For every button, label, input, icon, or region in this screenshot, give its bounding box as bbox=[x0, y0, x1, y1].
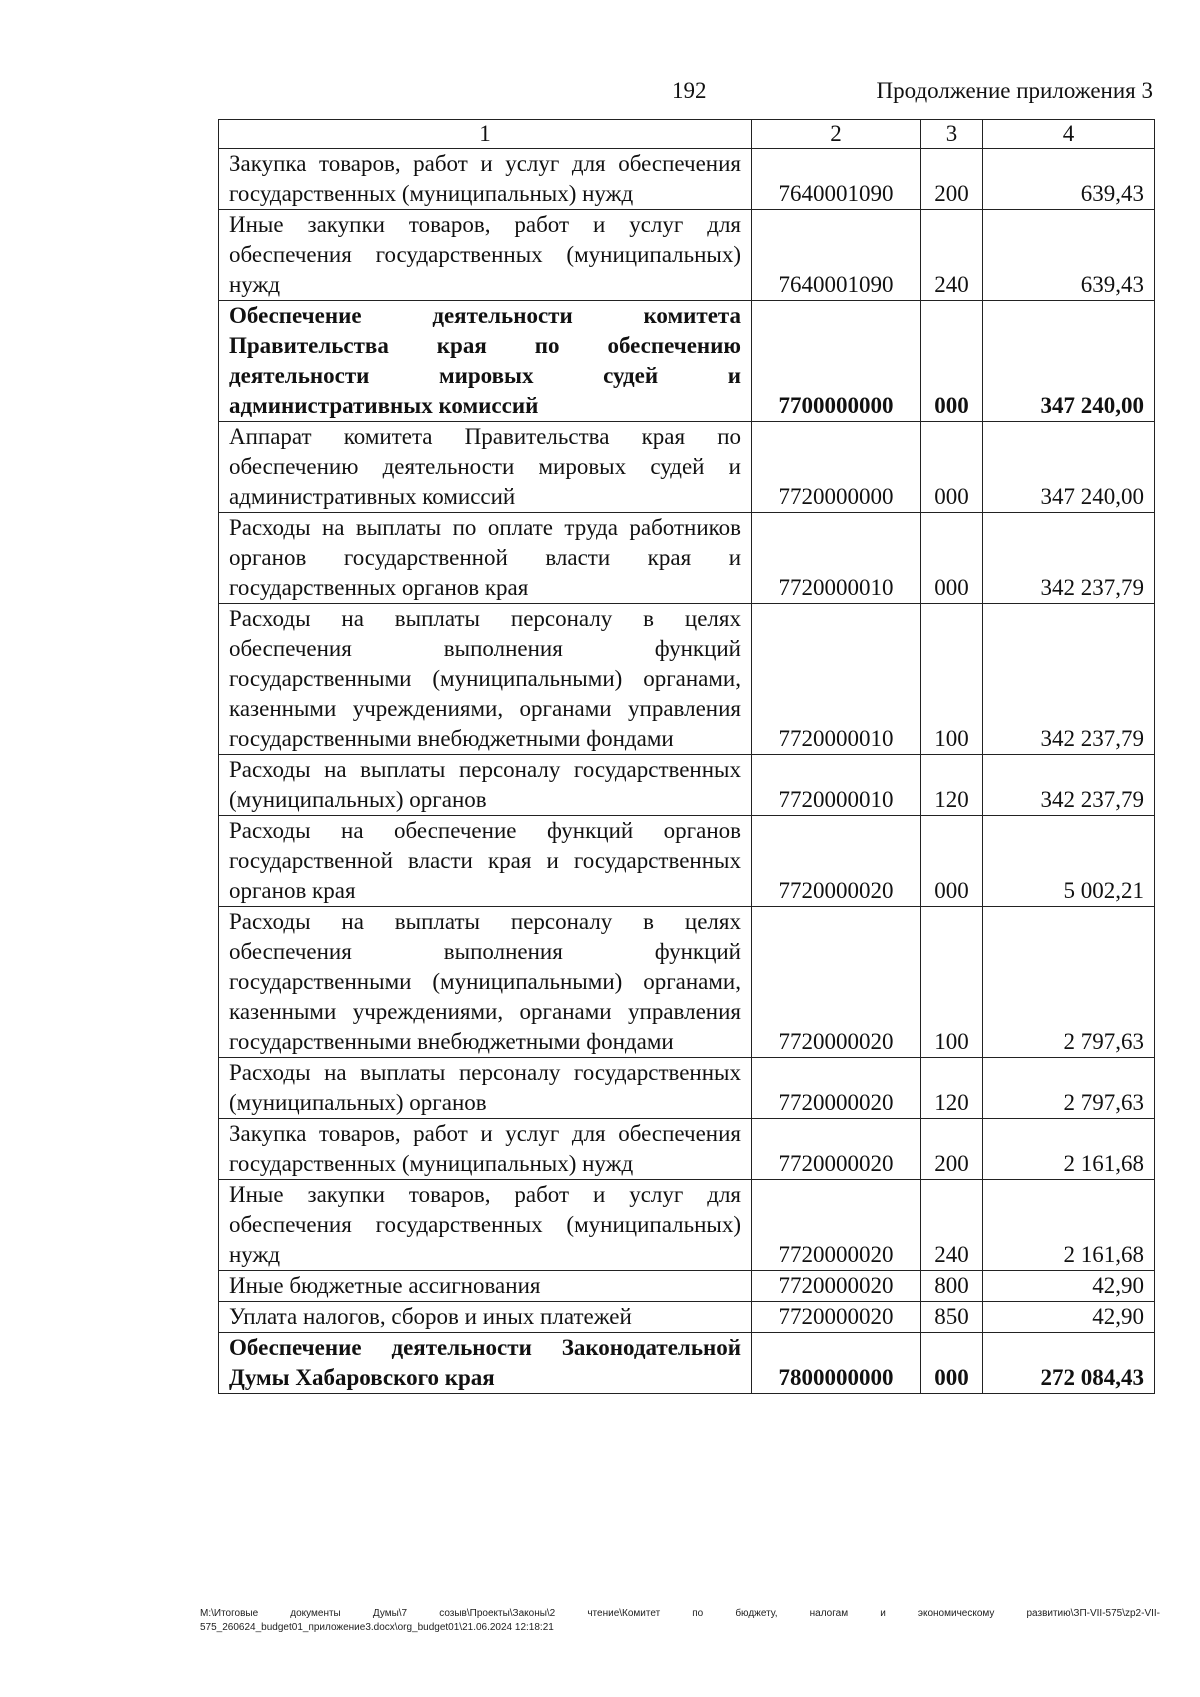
row-name-cell: Расходы на выплаты персоналу в целях обеспечения выполнения функций государственными (муниципальными) органами, казенными учреждениями, органами управления государственными внебюджетными фондами bbox=[219, 604, 752, 755]
table-body bbox=[219, 120, 1155, 1394]
table-row bbox=[219, 1180, 1155, 1271]
row-name-cell: Расходы на выплаты персоналу в целях обеспечения выполнения функций государственными (муниципальными) органами, казенными учреждениями, органами управления государственными внебюджетными фондами bbox=[219, 907, 752, 1058]
column-header: 4 bbox=[983, 120, 1155, 149]
row-type-cell: 000 bbox=[921, 816, 983, 907]
row-name-cell: Расходы на выплаты по оплате труда работников органов государственной власти края и государственных органов края bbox=[219, 513, 752, 604]
row-amount-cell: 342 237,79 bbox=[983, 513, 1155, 604]
row-amount-cell: 342 237,79 bbox=[983, 755, 1155, 816]
budget-table bbox=[218, 119, 1155, 1394]
row-name-cell: Закупка товаров, работ и услуг для обеспечения государственных (муниципальных) нужд bbox=[219, 1119, 752, 1180]
row-amount-cell: 42,90 bbox=[983, 1271, 1155, 1302]
row-code-cell: 7720000020 bbox=[752, 1119, 921, 1180]
row-code-cell: 7720000020 bbox=[752, 907, 921, 1058]
table-row bbox=[219, 1058, 1155, 1119]
row-code-cell: 7720000020 bbox=[752, 1058, 921, 1119]
row-name-cell: Обеспечение деятельности комитета Правительства края по обеспечению деятельности мировых судей и административных комиссий bbox=[219, 301, 752, 422]
row-amount-cell: 347 240,00 bbox=[983, 301, 1155, 422]
row-amount-cell: 272 084,43 bbox=[983, 1333, 1155, 1394]
table-row bbox=[219, 755, 1155, 816]
table-row bbox=[219, 422, 1155, 513]
row-type-cell: 100 bbox=[921, 604, 983, 755]
row-code-cell: 7720000000 bbox=[752, 422, 921, 513]
column-header: 3 bbox=[921, 120, 983, 149]
table-row bbox=[219, 301, 1155, 422]
row-type-cell: 200 bbox=[921, 1119, 983, 1180]
row-amount-cell: 2 797,63 bbox=[983, 1058, 1155, 1119]
row-amount-cell: 342 237,79 bbox=[983, 604, 1155, 755]
table-row bbox=[219, 604, 1155, 755]
row-name-cell: Аппарат комитета Правительства края по обеспечению деятельности мировых судей и административных комиссий bbox=[219, 422, 752, 513]
table-row bbox=[219, 149, 1155, 210]
row-name-cell: Иные закупки товаров, работ и услуг для обеспечения государственных (муниципальных) нужд bbox=[219, 1180, 752, 1271]
table-row bbox=[219, 907, 1155, 1058]
row-amount-cell: 2 797,63 bbox=[983, 907, 1155, 1058]
row-type-cell: 100 bbox=[921, 907, 983, 1058]
row-amount-cell: 639,43 bbox=[983, 210, 1155, 301]
row-amount-cell: 5 002,21 bbox=[983, 816, 1155, 907]
table-row bbox=[219, 210, 1155, 301]
row-amount-cell: 347 240,00 bbox=[983, 422, 1155, 513]
row-name-cell: Иные закупки товаров, работ и услуг для обеспечения государственных (муниципальных) нужд bbox=[219, 210, 752, 301]
row-type-cell: 000 bbox=[921, 1333, 983, 1394]
row-type-cell: 200 bbox=[921, 149, 983, 210]
row-type-cell: 850 bbox=[921, 1302, 983, 1333]
column-header: 1 bbox=[219, 120, 752, 149]
row-code-cell: 7700000000 bbox=[752, 301, 921, 422]
row-code-cell: 7720000010 bbox=[752, 513, 921, 604]
column-header: 2 bbox=[752, 120, 921, 149]
row-code-cell: 7720000020 bbox=[752, 1271, 921, 1302]
row-type-cell: 240 bbox=[921, 1180, 983, 1271]
table-row bbox=[219, 816, 1155, 907]
row-type-cell: 120 bbox=[921, 755, 983, 816]
row-name-cell: Расходы на выплаты персоналу государственных (муниципальных) органов bbox=[219, 1058, 752, 1119]
table-header-row bbox=[219, 120, 1155, 149]
table-row bbox=[219, 1302, 1155, 1333]
row-code-cell: 7720000020 bbox=[752, 816, 921, 907]
row-code-cell: 7640001090 bbox=[752, 149, 921, 210]
row-type-cell: 000 bbox=[921, 301, 983, 422]
row-amount-cell: 42,90 bbox=[983, 1302, 1155, 1333]
row-name-cell: Закупка товаров, работ и услуг для обеспечения государственных (муниципальных) нужд bbox=[219, 149, 752, 210]
row-code-cell: 7720000010 bbox=[752, 604, 921, 755]
row-name-cell: Расходы на выплаты персоналу государственных (муниципальных) органов bbox=[219, 755, 752, 816]
row-name-cell: Расходы на обеспечение функций органов государственной власти края и государственных органов края bbox=[219, 816, 752, 907]
table-row bbox=[219, 513, 1155, 604]
row-name-cell: Уплата налогов, сборов и иных платежей bbox=[219, 1302, 752, 1333]
row-name-cell: Обеспечение деятельности Законодательной Думы Хабаровского края bbox=[219, 1333, 752, 1394]
row-type-cell: 120 bbox=[921, 1058, 983, 1119]
page-number: 192 bbox=[672, 78, 707, 103]
table-row bbox=[219, 1333, 1155, 1394]
table-row bbox=[219, 1119, 1155, 1180]
file-path-footer: M:\Итоговые документы Думы\7 созыв\Проекты\Законы\2 чтение\Комитет по бюджету, налогам и экономическому развитию\ЗП-VII-575\zp2-VII-575_260624_budget01_приложение3.docx\org_budget01\21.06.2024 12:18:21 bbox=[200, 1608, 1160, 1633]
row-amount-cell: 2 161,68 bbox=[983, 1180, 1155, 1271]
row-type-cell: 000 bbox=[921, 422, 983, 513]
row-code-cell: 7640001090 bbox=[752, 210, 921, 301]
row-name-cell: Иные бюджетные ассигнования bbox=[219, 1271, 752, 1302]
row-code-cell: 7800000000 bbox=[752, 1333, 921, 1394]
continuation-label: Продолжение приложения 3 bbox=[876, 78, 1153, 103]
row-code-cell: 7720000020 bbox=[752, 1180, 921, 1271]
row-type-cell: 240 bbox=[921, 210, 983, 301]
row-amount-cell: 639,43 bbox=[983, 149, 1155, 210]
row-type-cell: 000 bbox=[921, 513, 983, 604]
row-code-cell: 7720000020 bbox=[752, 1302, 921, 1333]
row-code-cell: 7720000010 bbox=[752, 755, 921, 816]
row-type-cell: 800 bbox=[921, 1271, 983, 1302]
table-row bbox=[219, 1271, 1155, 1302]
row-amount-cell: 2 161,68 bbox=[983, 1119, 1155, 1180]
